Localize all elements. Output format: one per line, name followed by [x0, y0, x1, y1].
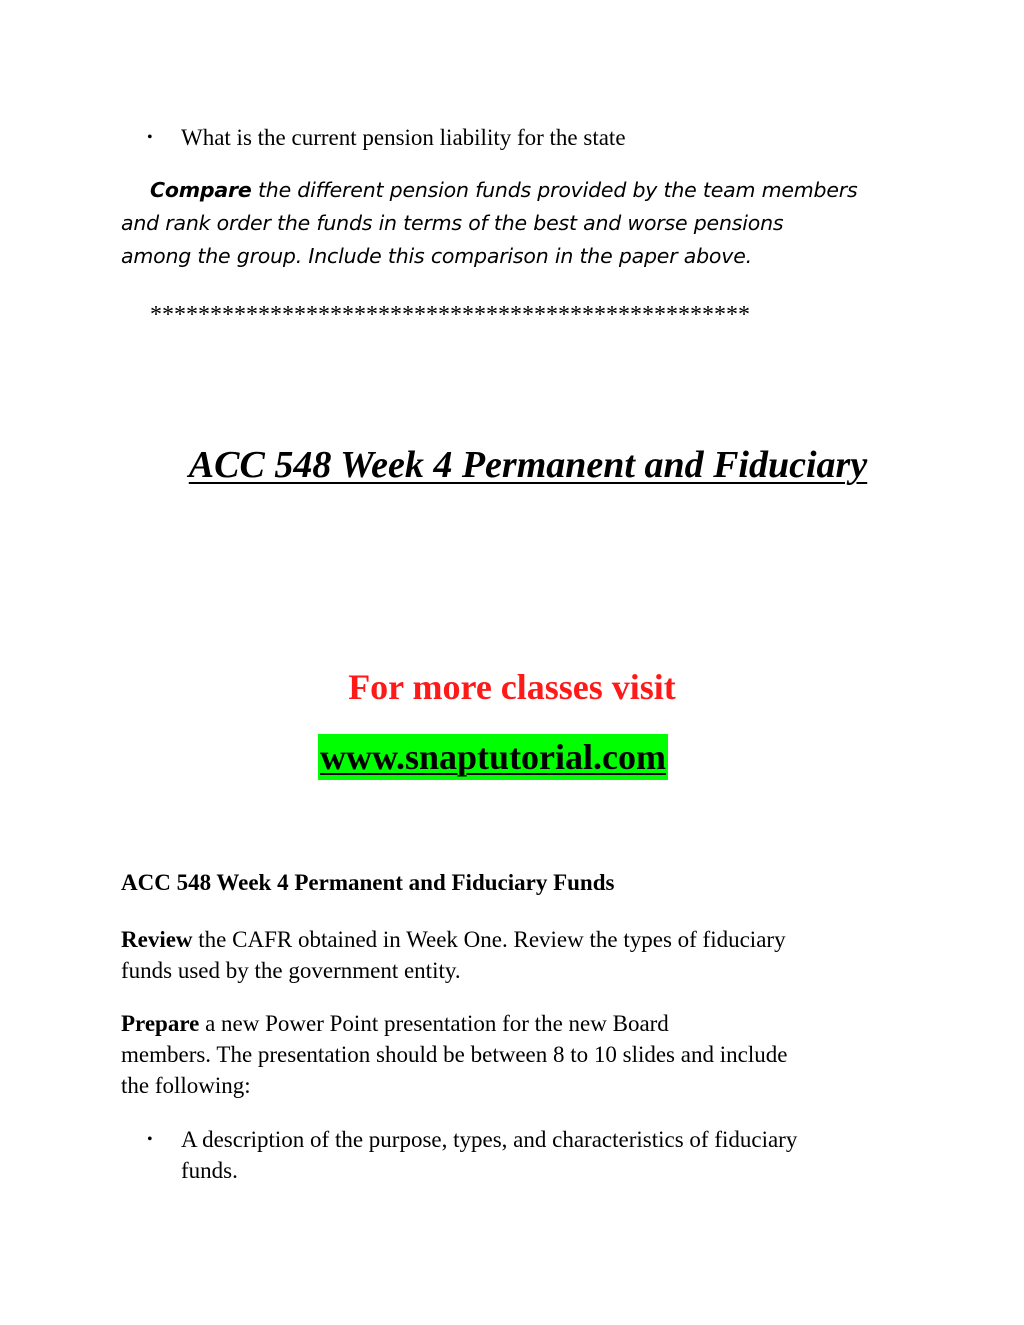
prepare-line-1: [121, 1008, 921, 1039]
promo-text: For more classes visit: [348, 667, 676, 707]
bullet-text: [181, 1124, 921, 1186]
bullet-line-2: funds.: [181, 1158, 238, 1183]
prepare-paragraph: [121, 1008, 921, 1101]
bullet-marker: •: [147, 1131, 153, 1148]
bullet-line-1: A description of the purpose, types, and characteristics of fiduciary: [181, 1127, 798, 1152]
review-lead: Review: [121, 927, 193, 952]
prepare-lead: Prepare: [121, 1011, 200, 1036]
review-paragraph: [121, 924, 921, 986]
compare-line-3: among the group. Include this comparison in the paper above.: [121, 244, 752, 268]
snaptutorial-link[interactable]: www.snaptutorial.com: [318, 734, 668, 780]
prepare-line-1-text: a new Power Point presentation for the new Board: [199, 1011, 669, 1036]
bullet-marker: •: [147, 129, 153, 146]
section-heading: ACC 548 Week 4 Permanent and Fiduciary Funds: [121, 870, 615, 895]
compare-lead: Compare: [150, 178, 252, 202]
review-line-2: funds used by the government entity.: [121, 958, 461, 983]
star-separator: **************************************************: [150, 302, 750, 328]
compare-line-1-text: the different pension funds provided by the team members: [251, 178, 858, 202]
bullet-text: What is the current pension liability for the state: [181, 125, 626, 150]
compare-paragraph: [121, 174, 911, 273]
page-title: ACC 548 Week 4 Permanent and Fiduciary: [188, 444, 868, 486]
compare-line-2: and rank order the funds in terms of the best and worse pensions: [121, 211, 784, 235]
review-line-1-text: the CAFR obtained in Week One. Review the types of fiduciary: [192, 927, 786, 952]
compare-line-1: [121, 174, 911, 207]
review-line-1: [121, 924, 921, 955]
prepare-line-2: members. The presentation should be between 8 to 10 slides and include: [121, 1042, 788, 1067]
prepare-line-3: the following:: [121, 1073, 251, 1098]
